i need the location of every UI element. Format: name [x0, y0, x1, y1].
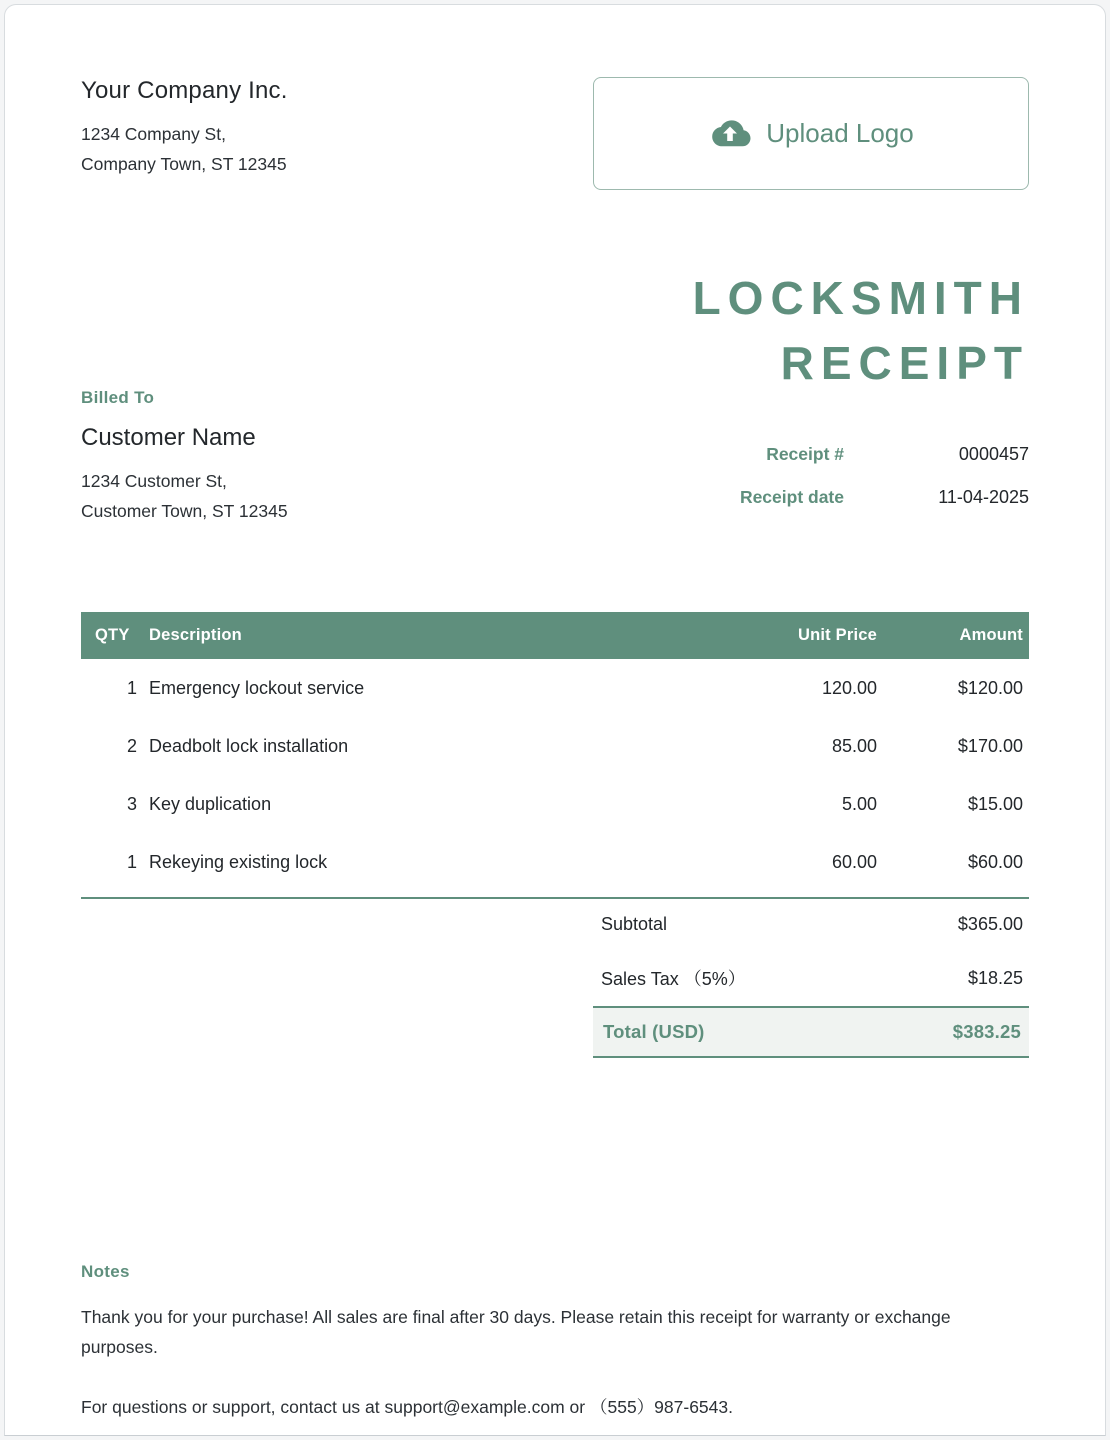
customer-address-line2: Customer Town, ST 12345	[81, 501, 288, 521]
company-address	[81, 119, 288, 179]
document-title-line1: LOCKSMITH	[692, 272, 1029, 324]
row-unit-price: 60.00	[831, 852, 877, 872]
unit-price-column-header: Unit Price	[677, 612, 877, 659]
billed-to-block	[81, 388, 288, 526]
table-row	[81, 717, 1029, 775]
subtotal-row	[593, 899, 1029, 950]
cloud-upload-icon	[708, 118, 752, 149]
receipt-date-value: 11-04-2025	[938, 487, 1029, 507]
row-amount: $60.00	[967, 852, 1023, 872]
row-qty: 1	[126, 852, 137, 872]
table-row	[81, 775, 1029, 833]
notes-body-text: Thank you for your purchase! All sales are final after 30 days. Please retain this receipt for warranty or exchange purposes.	[81, 1307, 951, 1357]
row-description: Key duplication	[149, 794, 272, 814]
customer-address	[81, 466, 288, 526]
row-unit-price: 120.00	[821, 678, 877, 698]
line-items-table	[81, 612, 1029, 891]
receipt-page	[4, 4, 1106, 1436]
billed-to-label: Billed To	[81, 388, 155, 407]
line-items-body	[81, 659, 1029, 891]
receipt-meta	[693, 444, 1029, 508]
sales-tax-label: Sales Tax （5%）	[601, 969, 746, 989]
row-amount: $15.00	[967, 794, 1023, 814]
row-amount: $170.00	[957, 736, 1023, 756]
sales-tax-row	[593, 950, 1029, 1006]
company-name: Your Company Inc.	[81, 77, 288, 104]
row-qty: 1	[126, 678, 137, 698]
line-items-header	[81, 612, 1029, 659]
totals-block	[593, 899, 1029, 1058]
table-row	[81, 659, 1029, 717]
document-title	[693, 266, 1029, 396]
row-description: Emergency lockout service	[149, 678, 365, 698]
total-label: Total (USD)	[603, 1021, 705, 1042]
qty-column-header: QTY	[81, 612, 137, 659]
title-and-billing-row	[81, 266, 1029, 526]
receipt-number-label: Receipt #	[766, 444, 844, 464]
row-description: Rekeying existing lock	[149, 852, 328, 872]
table-row	[81, 833, 1029, 891]
customer-address-line1: 1234 Customer St,	[81, 471, 227, 491]
notes-contact-text: For questions or support, contact us at support@example.com or （555）987-6543.	[81, 1397, 733, 1417]
row-unit-price: 5.00	[841, 794, 877, 814]
company-address-line1: 1234 Company St,	[81, 124, 226, 144]
customer-name: Customer Name	[81, 424, 256, 451]
row-unit-price: 85.00	[831, 736, 877, 756]
header-row	[81, 612, 1029, 659]
notes-label: Notes	[81, 1262, 130, 1281]
document-title-line2: RECEIPT	[780, 337, 1029, 389]
row-qty: 3	[126, 794, 137, 814]
receipt-number-value: 0000457	[958, 444, 1029, 464]
totals-section	[81, 899, 1029, 1058]
total-value: $383.25	[952, 1021, 1021, 1042]
row-amount: $120.00	[957, 678, 1023, 698]
notes-section	[81, 1262, 1029, 1419]
row-qty: 2	[126, 736, 137, 756]
title-meta-block	[693, 266, 1029, 526]
subtotal-value: $365.00	[957, 914, 1023, 934]
company-block	[81, 77, 288, 179]
upload-logo-button[interactable]	[593, 77, 1029, 190]
subtotal-label: Subtotal	[601, 914, 668, 934]
receipt-date-label: Receipt date	[739, 487, 844, 507]
description-column-header: Description	[137, 612, 677, 659]
row-description: Deadbolt lock installation	[149, 736, 349, 756]
header-row	[81, 77, 1029, 190]
total-row	[593, 1006, 1029, 1058]
amount-column-header: Amount	[877, 612, 1029, 659]
sales-tax-value: $18.25	[967, 967, 1023, 988]
company-address-line2: Company Town, ST 12345	[81, 154, 287, 174]
upload-logo-label: Upload Logo	[766, 118, 914, 148]
